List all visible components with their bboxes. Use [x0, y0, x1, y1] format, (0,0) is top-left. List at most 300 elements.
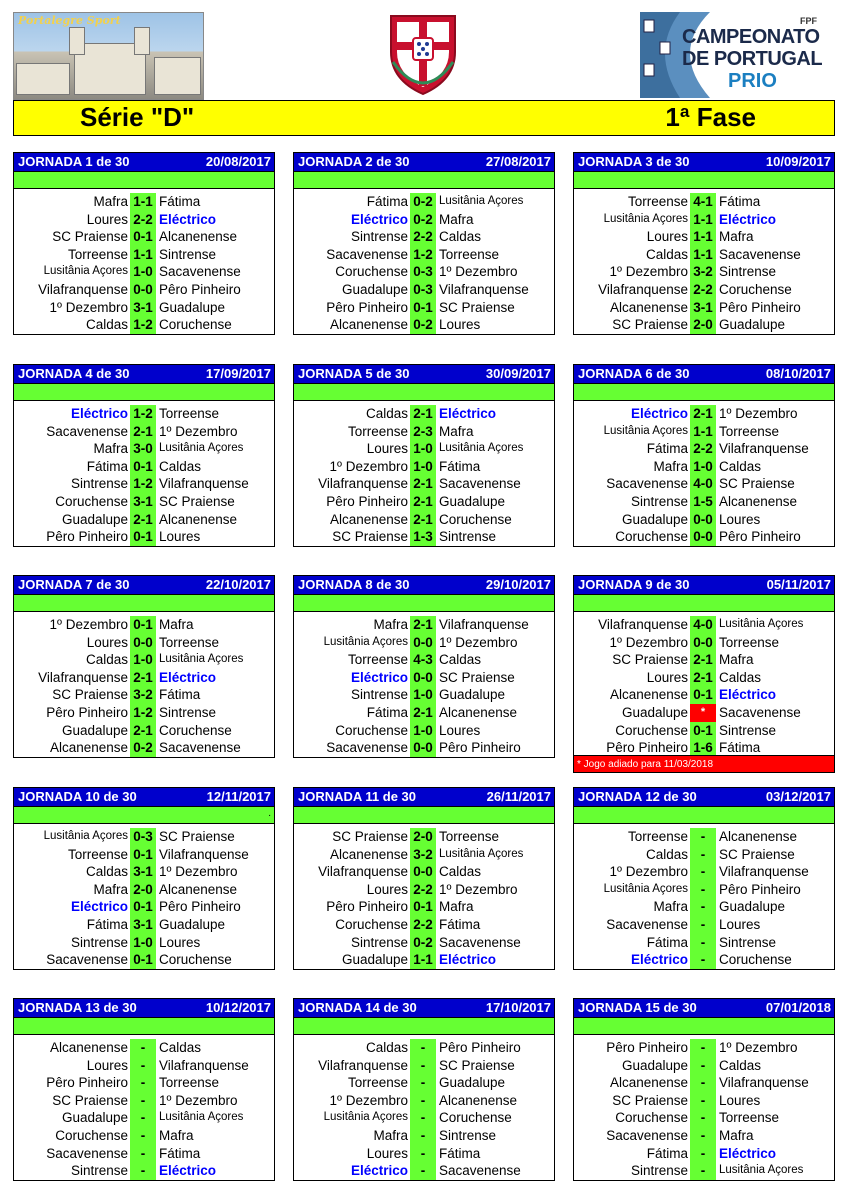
game-result: 0-2	[410, 316, 436, 334]
away-team: Mafra	[439, 423, 474, 439]
game-result: 1-2	[130, 704, 156, 722]
away-team: Pêro Pinheiro	[719, 881, 801, 897]
home-team: Alcanenense	[329, 317, 408, 333]
game-row	[14, 863, 274, 881]
game-row	[294, 211, 554, 229]
game-row	[14, 828, 274, 846]
home-team: Eléctrico	[70, 899, 128, 915]
game-row	[294, 1127, 554, 1145]
game-row	[14, 881, 274, 899]
game-result: 0-1	[130, 528, 156, 546]
home-team: Loures	[646, 229, 688, 245]
home-team: 1º Dezembro	[49, 617, 128, 632]
games-list	[574, 189, 834, 334]
game-result: -	[130, 1074, 156, 1092]
home-team: Vilafranquense	[598, 281, 688, 297]
jornada-title: JORNADA 8 de 30	[298, 577, 410, 592]
home-team: Sintrense	[350, 229, 408, 245]
game-row	[294, 511, 554, 529]
home-team: Mafra	[93, 881, 128, 897]
jornada-card	[573, 998, 835, 1181]
away-team: Sacavenense	[439, 476, 521, 492]
jornada-header	[294, 365, 554, 384]
games-list	[14, 189, 274, 334]
home-team: Mafra	[373, 1127, 408, 1143]
jornada-header	[294, 788, 554, 807]
game-row	[574, 405, 834, 423]
jornada-card	[13, 787, 275, 970]
postponed-note: * Jogo adiado para 11/03/2018	[573, 755, 835, 773]
home-team: SC Praiense	[612, 317, 688, 333]
away-team: Pêro Pinheiro	[719, 299, 801, 315]
away-team: 1º Dezembro	[159, 423, 238, 439]
game-result: 0-0	[690, 634, 716, 652]
game-row	[14, 316, 274, 334]
home-team: Pêro Pinheiro	[326, 493, 408, 509]
game-row	[294, 722, 554, 740]
game-result: 0-1	[690, 722, 716, 740]
jornada-header	[14, 576, 274, 595]
away-team: Sacavenense	[159, 740, 241, 756]
away-team: Alcanenense	[719, 829, 798, 844]
game-row	[294, 916, 554, 934]
home-team: Vilafranquense	[38, 669, 128, 685]
away-team: Mafra	[159, 617, 194, 632]
game-result: 1-3	[410, 528, 436, 546]
home-team: Lusitânia Açores	[323, 635, 408, 648]
away-team: Sacavenense	[439, 934, 521, 950]
league-name-line1: CAMPEONATO	[682, 26, 820, 48]
away-team: Lusitânia Açores	[159, 653, 244, 666]
home-team: Caldas	[85, 317, 128, 333]
game-result: 0-0	[410, 669, 436, 687]
away-team: Torreense	[159, 1075, 220, 1091]
home-team: Pêro Pinheiro	[46, 1075, 128, 1091]
game-row	[574, 299, 834, 317]
away-team: Coruchense	[159, 952, 232, 968]
game-row	[14, 440, 274, 458]
game-result: 1-1	[130, 193, 156, 211]
game-row	[14, 423, 274, 441]
home-team: Torreense	[347, 423, 408, 439]
away-team: Pêro Pinheiro	[159, 899, 241, 915]
games-list	[14, 612, 274, 757]
away-team: 1º Dezembro	[439, 634, 518, 650]
away-team: Eléctrico	[439, 952, 497, 968]
away-team: Caldas	[439, 864, 482, 880]
games-list	[14, 1035, 274, 1180]
jornada-date: 08/10/2017	[765, 366, 831, 381]
away-team: Torreense	[439, 829, 500, 844]
fpf-crest-logo	[385, 12, 461, 96]
game-result: 2-1	[410, 616, 436, 634]
game-result: 1-0	[410, 722, 436, 740]
game-result: 1-0	[130, 651, 156, 669]
jornada-card	[573, 787, 835, 970]
home-team: Sintrense	[630, 493, 688, 509]
jornada-date: 30/09/2017	[485, 366, 551, 381]
game-result: 0-1	[410, 898, 436, 916]
game-result: -	[130, 1127, 156, 1145]
away-team: SC Praiense	[719, 846, 795, 862]
away-team: Sintrense	[719, 934, 777, 950]
games-list	[14, 824, 274, 969]
game-row	[294, 458, 554, 476]
away-team: Caldas	[159, 458, 202, 474]
game-row	[294, 634, 554, 652]
game-row	[574, 493, 834, 511]
game-row	[574, 881, 834, 899]
game-result: -	[690, 898, 716, 916]
game-row	[14, 634, 274, 652]
game-result: -	[410, 1039, 436, 1057]
home-team: Sintrense	[70, 476, 128, 492]
jornada-subheader	[294, 1018, 554, 1035]
away-team: Loures	[159, 529, 201, 545]
game-row	[574, 634, 834, 652]
game-result: 1-2	[130, 405, 156, 423]
home-team: Loures	[86, 1057, 128, 1073]
home-team: Loures	[86, 211, 128, 227]
game-result: 2-2	[690, 440, 716, 458]
game-result: -	[410, 1145, 436, 1163]
game-result: 1-2	[410, 246, 436, 264]
away-team: Guadalupe	[159, 916, 226, 932]
jornada-title: JORNADA 13 de 30	[18, 1000, 137, 1015]
jornada-card	[293, 575, 555, 758]
jornada-date: 03/12/2017	[765, 789, 831, 804]
jornada-title: JORNADA 7 de 30	[18, 577, 130, 592]
home-team: Sintrense	[350, 934, 408, 950]
jornada-title: JORNADA 3 de 30	[578, 154, 690, 169]
game-result: 4-0	[690, 616, 716, 634]
away-team: Pêro Pinheiro	[719, 529, 801, 545]
game-row	[14, 1162, 274, 1180]
game-result: -	[130, 1162, 156, 1180]
home-team: Eléctrico	[70, 406, 128, 421]
away-team: Vilafranquense	[719, 441, 809, 457]
game-row	[14, 1057, 274, 1075]
away-team: Eléctrico	[159, 1163, 217, 1179]
home-team: Loures	[366, 441, 408, 457]
jornada-date: 12/11/2017	[206, 789, 271, 804]
home-team: Vilafranquense	[598, 617, 688, 632]
game-row	[574, 1145, 834, 1163]
game-row	[294, 1039, 554, 1057]
away-team: Caldas	[719, 669, 762, 685]
jornada-card	[13, 998, 275, 1181]
away-team: Fátima	[439, 458, 481, 474]
home-team: 1º Dezembro	[609, 864, 688, 880]
away-team: Guadalupe	[719, 899, 786, 915]
game-result: 2-0	[130, 881, 156, 899]
away-team: Loures	[439, 722, 481, 738]
jornada-subheader	[294, 595, 554, 612]
game-row	[294, 1057, 554, 1075]
game-row	[574, 669, 834, 687]
game-result: -	[410, 1092, 436, 1110]
game-result: 0-2	[130, 739, 156, 757]
away-team: Lusitânia Açores	[719, 1164, 804, 1177]
away-team: Alcanenense	[439, 1092, 518, 1108]
game-result: -	[130, 1092, 156, 1110]
away-team: Mafra	[719, 1127, 754, 1143]
away-team: Caldas	[439, 652, 482, 668]
game-result: 0-1	[130, 458, 156, 476]
game-result: -	[410, 1109, 436, 1127]
home-team: Sintrense	[70, 934, 128, 950]
away-team: Eléctrico	[719, 211, 777, 227]
game-result: 0-0	[690, 528, 716, 546]
away-team: Coruchense	[439, 511, 512, 527]
home-team: Guadalupe	[341, 952, 408, 968]
jornada-title: JORNADA 14 de 30	[298, 1000, 417, 1015]
game-result: 0-1	[410, 299, 436, 317]
home-team: Alcanenense	[609, 1075, 688, 1091]
games-list	[294, 401, 554, 546]
jornada-card	[13, 364, 275, 547]
game-result: 0-1	[690, 686, 716, 704]
home-team: Vilafranquense	[318, 476, 408, 492]
home-team: Guadalupe	[621, 511, 688, 527]
away-team: Coruchense	[719, 952, 792, 968]
away-team: Coruchense	[719, 281, 792, 297]
game-row	[574, 193, 834, 211]
away-team: Eléctrico	[719, 1145, 777, 1161]
game-result: -	[690, 1109, 716, 1127]
away-team: Fátima	[439, 1145, 481, 1161]
home-team: Eléctrico	[350, 211, 408, 227]
game-result: -	[690, 951, 716, 969]
game-row	[294, 669, 554, 687]
jornada-header	[574, 576, 834, 595]
game-row	[574, 458, 834, 476]
game-result: -	[410, 1127, 436, 1145]
home-team: Sacavenense	[606, 1127, 688, 1143]
game-row	[294, 528, 554, 546]
jornada-date: 10/09/2017	[765, 154, 831, 169]
game-result: -	[690, 916, 716, 934]
jornada-title: JORNADA 5 de 30	[298, 366, 410, 381]
game-row	[574, 228, 834, 246]
home-team: Coruchense	[335, 264, 408, 280]
home-team: Alcanenense	[329, 846, 408, 862]
home-team: Coruchense	[615, 722, 688, 738]
game-row	[294, 263, 554, 281]
jornada-title: JORNADA 15 de 30	[578, 1000, 697, 1015]
home-team: Lusitânia Açores	[603, 212, 688, 225]
game-result: -	[410, 1074, 436, 1092]
home-team: Alcanenense	[49, 1040, 128, 1055]
away-team: Eléctrico	[159, 669, 217, 685]
game-result: 0-0	[410, 739, 436, 757]
jornada-subheader	[14, 1018, 274, 1035]
games-list	[574, 612, 834, 757]
game-result: 0-0	[130, 634, 156, 652]
game-row	[14, 669, 274, 687]
club-photo	[13, 12, 204, 100]
away-team: SC Praiense	[159, 493, 235, 509]
game-result: 2-0	[690, 316, 716, 334]
jornada-title: JORNADA 11 de 30	[298, 789, 417, 804]
phase-title: 1ª Fase	[665, 102, 756, 132]
games-list	[294, 612, 554, 757]
jornada-subheader	[294, 807, 554, 824]
game-row	[294, 651, 554, 669]
game-row	[574, 1127, 834, 1145]
jornada-date: 07/01/2018	[765, 1000, 831, 1015]
game-result: 2-3	[410, 423, 436, 441]
jornada-header	[574, 365, 834, 384]
game-result: -	[690, 1092, 716, 1110]
photo-caption: Portalegre Sport	[18, 14, 121, 27]
game-result: 1-1	[690, 423, 716, 441]
game-result: 2-1	[410, 493, 436, 511]
game-row	[14, 704, 274, 722]
game-row	[294, 440, 554, 458]
game-result: -	[690, 1074, 716, 1092]
game-result: -	[410, 1057, 436, 1075]
away-team: Sacavenense	[439, 1163, 521, 1179]
game-row	[294, 863, 554, 881]
league-prefix: FPF	[800, 16, 817, 26]
home-team: Pêro Pinheiro	[46, 529, 128, 545]
game-row	[14, 1092, 274, 1110]
game-row	[574, 423, 834, 441]
game-row	[294, 686, 554, 704]
away-team: Loures	[159, 934, 201, 950]
game-row	[574, 1039, 834, 1057]
away-team: Lusitânia Açores	[439, 442, 524, 455]
home-team: Loures	[646, 669, 688, 685]
jornada-card	[293, 364, 555, 547]
jornada-card	[573, 152, 835, 335]
away-team: Fátima	[439, 916, 481, 932]
game-row	[294, 405, 554, 423]
home-team: Coruchense	[55, 493, 128, 509]
jornada-header	[14, 788, 274, 807]
away-team: Fátima	[159, 194, 201, 209]
home-team: SC Praiense	[612, 652, 688, 668]
home-team: Lusitânia Açores	[43, 830, 128, 842]
games-list	[294, 1035, 554, 1180]
game-result: 1-2	[130, 316, 156, 334]
away-team: Vilafranquense	[159, 1057, 249, 1073]
subheader-mark: .	[268, 808, 271, 819]
game-row	[574, 246, 834, 264]
page-header	[0, 0, 848, 140]
game-row	[574, 475, 834, 493]
away-team: Lusitânia Açores	[439, 195, 524, 207]
away-team: Mafra	[439, 211, 474, 227]
away-team: Vilafranquense	[439, 281, 529, 297]
jornada-header	[574, 153, 834, 172]
game-row	[14, 616, 274, 634]
jornada-title: JORNADA 9 de 30	[578, 577, 690, 592]
away-team: Alcanenense	[159, 511, 238, 527]
away-team: Mafra	[719, 652, 754, 668]
home-team: Alcanenense	[329, 511, 408, 527]
game-result: 1-0	[130, 934, 156, 952]
jornada-subheader	[574, 1018, 834, 1035]
jornada-date: 17/10/2017	[485, 1000, 551, 1015]
game-row	[574, 1057, 834, 1075]
game-result: -	[130, 1145, 156, 1163]
game-result: 0-2	[410, 193, 436, 211]
home-team: SC Praiense	[52, 1092, 128, 1108]
away-team: Torreense	[719, 423, 780, 439]
jornada-header	[574, 999, 834, 1018]
away-team: Guadalupe	[439, 1075, 506, 1091]
home-team: Mafra	[93, 441, 128, 457]
away-team: Sintrense	[719, 264, 777, 280]
game-result: 3-1	[130, 863, 156, 881]
jornada-subheader	[14, 384, 274, 401]
game-row	[294, 934, 554, 952]
jornada-card	[293, 152, 555, 335]
jornada-date: 29/10/2017	[485, 577, 551, 592]
game-result: 2-1	[410, 405, 436, 423]
postponed-result: *	[690, 704, 716, 722]
jornada-subheader	[574, 384, 834, 401]
game-row	[574, 616, 834, 634]
game-row	[574, 1092, 834, 1110]
home-team: Guadalupe	[621, 704, 688, 720]
game-result: -	[690, 1039, 716, 1057]
home-team: Sacavenense	[46, 423, 128, 439]
game-result: 2-1	[130, 669, 156, 687]
game-result: 2-1	[130, 722, 156, 740]
away-team: SC Praiense	[719, 476, 795, 492]
game-result: -	[690, 881, 716, 899]
game-row	[14, 739, 274, 757]
game-row	[574, 1162, 834, 1180]
game-result: 1-0	[410, 440, 436, 458]
game-row	[294, 704, 554, 722]
game-row	[294, 846, 554, 864]
game-result: 3-1	[130, 299, 156, 317]
away-team: Alcanenense	[159, 229, 238, 245]
game-row	[574, 863, 834, 881]
game-row	[14, 898, 274, 916]
games-list	[574, 401, 834, 546]
away-team: Lusitânia Açores	[439, 847, 524, 860]
away-team: Alcanenense	[719, 493, 798, 509]
away-team: Torreense	[439, 246, 500, 262]
game-row	[574, 828, 834, 846]
game-result: 2-1	[690, 669, 716, 687]
home-team: 1º Dezembro	[609, 264, 688, 280]
game-row	[294, 881, 554, 899]
game-result: 0-0	[410, 634, 436, 652]
game-row	[14, 511, 274, 529]
game-result: 1-1	[690, 211, 716, 229]
game-result: -	[690, 1145, 716, 1163]
home-team: Guadalupe	[61, 722, 128, 738]
game-result: 3-2	[130, 686, 156, 704]
jornada-date: 22/10/2017	[205, 577, 271, 592]
game-result: 1-1	[410, 951, 436, 969]
game-row	[14, 263, 274, 281]
game-result: -	[690, 934, 716, 952]
game-row	[574, 722, 834, 740]
home-team: Torreense	[67, 846, 128, 862]
game-row	[294, 951, 554, 969]
game-row	[574, 846, 834, 864]
home-team: SC Praiense	[332, 829, 408, 844]
game-result: 0-1	[130, 616, 156, 634]
game-result: -	[130, 1039, 156, 1057]
